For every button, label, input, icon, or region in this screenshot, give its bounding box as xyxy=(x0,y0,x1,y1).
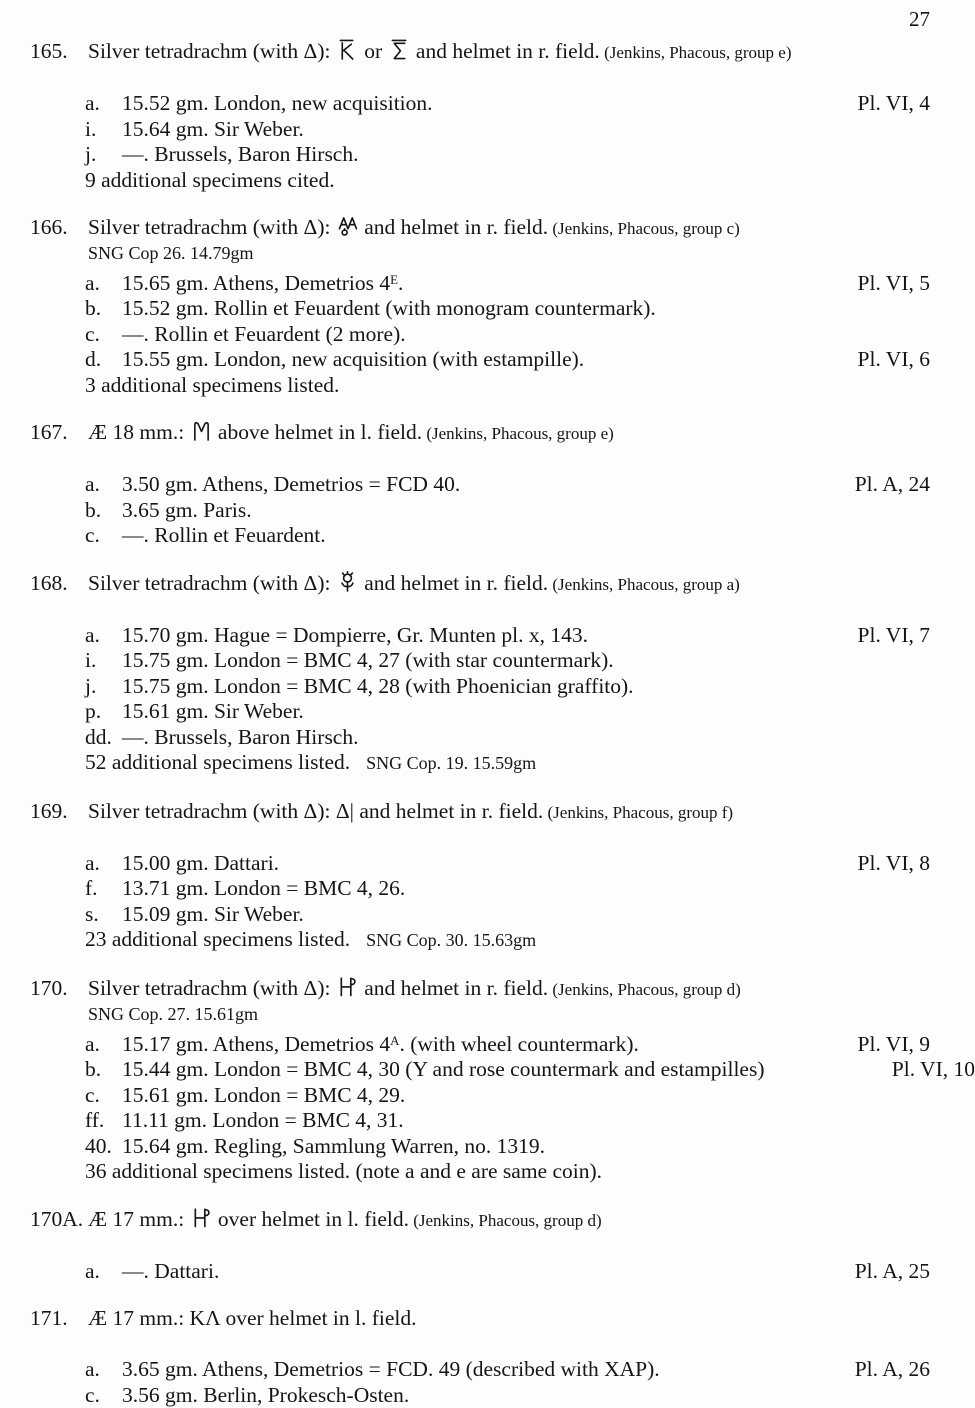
specimen-row xyxy=(85,322,930,348)
entry-title-text: Silver tetradrachm (with Δ): xyxy=(88,215,336,239)
plate-reference: Pl. VI, 5 xyxy=(857,270,930,295)
catalog-entry xyxy=(30,38,930,193)
specimen-list xyxy=(85,472,930,549)
entry-reference-note: (Jenkins, Phacous, group a) xyxy=(548,574,740,594)
plate-reference: Pl. VI, 9 xyxy=(857,1031,930,1056)
entry-title xyxy=(88,799,733,823)
specimen-row xyxy=(85,498,930,524)
specimen-text: 15.64 gm. Sir Weber. xyxy=(122,116,304,141)
catalog-entries xyxy=(30,38,975,1408)
superscript: E xyxy=(390,273,399,287)
specimen-letter: a. xyxy=(85,1258,100,1283)
specimen-row xyxy=(85,1108,930,1134)
specimen-row xyxy=(85,1134,930,1160)
plate-reference: Pl. VI, 7 xyxy=(857,622,930,647)
entry-title-text: above helmet in l. field. xyxy=(212,420,423,445)
specimen-text: 15.52 gm. London, new acquisition. xyxy=(122,91,433,115)
specimen-letter: b. xyxy=(85,1057,102,1082)
entry-title-text: or xyxy=(358,39,388,63)
specimen-list xyxy=(85,91,930,193)
specimen-list xyxy=(85,851,930,954)
monogram-k-overline-icon xyxy=(338,38,357,61)
catalog-entry xyxy=(30,214,930,398)
specimen-list xyxy=(85,1029,975,1185)
specimen-text: 15.52 gm. Rollin et Feuardent (with monogram countermark). xyxy=(122,296,656,321)
specimen-row xyxy=(85,268,930,296)
specimen-letter: a. xyxy=(85,91,100,115)
specimen-text: —. Brussels, Baron Hirsch. xyxy=(122,142,359,166)
specimen-text: 15.64 gm. Regling, Sammlung Warren, no. 1319. xyxy=(122,1133,546,1158)
specimen-row xyxy=(85,168,930,194)
specimen-letter: a. xyxy=(85,1031,100,1056)
entry-header xyxy=(30,975,930,1003)
entry-sng-note: SNG Cop 26. 14.79gm xyxy=(88,243,254,263)
specimen-letter: a. xyxy=(85,270,100,295)
specimen-letter: b. xyxy=(85,296,102,321)
entry-number: 171. xyxy=(30,1306,68,1331)
specimen-row xyxy=(85,1159,930,1185)
specimen-letter: c. xyxy=(85,321,100,346)
monogram-m-loop-icon xyxy=(192,419,211,442)
specimen-text: 15.17 gm. Athens, Demetrios $4^A$. (with wheel countermark). xyxy=(122,1031,639,1056)
specimen-letter: c. xyxy=(85,1082,100,1107)
entry-number: 170. xyxy=(30,975,68,1000)
specimen-letter: d. xyxy=(85,347,102,372)
entry-title xyxy=(88,1207,602,1231)
specimen-row xyxy=(85,851,930,877)
specimen-letter: a. xyxy=(85,472,100,497)
specimen-text: 3.50 gm. Athens, Demetrios = FCD 40. xyxy=(122,472,461,497)
specimen-text: 3 additional specimens listed. xyxy=(85,372,340,397)
specimen-text: —. Rollin et Feuardent. xyxy=(122,523,326,548)
specimen-row xyxy=(85,1029,930,1057)
plate-reference: Pl. A, 24 xyxy=(854,472,930,497)
specimen-text: 9 additional specimens cited. xyxy=(85,167,335,192)
specimen-text: 3.56 gm. Berlin, Prokesch-Osten. xyxy=(122,1382,410,1407)
specimen-letter: i. xyxy=(85,116,97,141)
entry-header xyxy=(30,570,930,598)
plate-reference: Pl. VI, 4 xyxy=(857,91,930,115)
monogram-aa-delta-icon xyxy=(338,214,357,237)
specimen-row xyxy=(85,674,930,700)
specimen-letter: a. xyxy=(85,850,100,875)
specimen-list xyxy=(85,1357,930,1408)
specimen-letter: dd. xyxy=(85,724,112,749)
entry-title-text: Æ 18 mm.: xyxy=(88,420,190,445)
entry-title xyxy=(88,976,741,1000)
specimen-row xyxy=(85,648,930,674)
entry-title xyxy=(88,420,614,444)
entry-reference-note: (Jenkins, Phacous, group d) xyxy=(548,979,741,999)
specimen-text: 3.65 gm. Athens, Demetrios = FCD. 49 (described with ΧΑΡ). xyxy=(122,1357,660,1382)
specimen-row xyxy=(85,1083,930,1109)
specimen-row xyxy=(85,927,930,954)
specimen-row xyxy=(85,142,930,168)
entry-title-text: over helmet in l. field. xyxy=(212,1206,409,1231)
plate-reference: Pl. A, 25 xyxy=(854,1258,930,1283)
entry-number: 168. xyxy=(30,570,68,595)
specimen-text: 23 additional specimens listed. xyxy=(85,927,351,952)
specimen-letter: a. xyxy=(85,1357,100,1382)
specimen-sng-note: SNG Cop. 19. 15.59gm xyxy=(366,753,537,774)
specimen-row xyxy=(85,699,930,725)
specimen-row xyxy=(85,296,930,322)
specimen-row xyxy=(85,1057,975,1083)
entry-title-text: Æ 17 mm.: xyxy=(88,1206,190,1231)
specimen-text: 15.61 gm. Sir Weber. xyxy=(122,699,304,724)
specimen-letter: j. xyxy=(85,673,97,698)
entry-title-text: Silver tetradrachm (with Δ): Δ| and helmet in r. field. xyxy=(88,798,544,823)
entry-title-text: and helmet in r. field. xyxy=(358,975,549,1000)
specimen-text: 15.44 gm. London = BMC 4, 30 (Υ and rose countermark and estampilles) xyxy=(122,1057,765,1082)
entry-header xyxy=(30,1305,930,1332)
specimen-text: 15.65 gm. Athens, Demetrios $4^E$. xyxy=(122,270,404,295)
specimen-row xyxy=(85,902,930,928)
specimen-row xyxy=(85,725,930,751)
specimen-row xyxy=(85,1357,930,1383)
specimen-row xyxy=(85,472,930,498)
entry-header xyxy=(30,214,930,242)
entry-number: 166. xyxy=(30,215,68,239)
specimen-text: 3.65 gm. Paris. xyxy=(122,497,252,522)
specimen-letter: i. xyxy=(85,648,97,673)
plate-reference: Pl. VI, 10 xyxy=(891,1057,975,1082)
specimen-row xyxy=(85,523,930,549)
specimen-letter: c. xyxy=(85,523,100,548)
entry-header xyxy=(30,38,930,66)
page-number: 27 xyxy=(909,7,930,31)
entry-reference-note: (Jenkins, Phacous, group c) xyxy=(548,219,740,238)
entry-number: 170A. xyxy=(30,1206,84,1231)
specimen-text: —. Rollin et Feuardent (2 more). xyxy=(122,321,406,346)
specimen-list xyxy=(85,268,930,398)
entry-title-text: Silver tetradrachm (with Δ): xyxy=(88,975,336,1000)
specimen-text: —. Brussels, Baron Hirsch. xyxy=(122,724,359,749)
specimen-letter: j. xyxy=(85,142,97,166)
plate-reference: Pl. A, 26 xyxy=(854,1357,930,1382)
entry-title xyxy=(88,215,740,239)
specimen-row xyxy=(85,876,930,902)
entry-title xyxy=(88,571,740,595)
catalog-entry xyxy=(30,1305,930,1408)
catalog-entry xyxy=(30,419,930,549)
monogram-sigma-overline-icon xyxy=(390,38,409,61)
specimen-text: 52 additional specimens listed. xyxy=(85,750,351,775)
specimen-text: 13.71 gm. London = BMC 4, 26. xyxy=(122,876,406,901)
entry-title-text: Silver tetradrachm (with Δ): xyxy=(88,570,336,595)
entry-number: 169. xyxy=(30,798,68,823)
entry-header xyxy=(30,1206,930,1234)
catalog-entry xyxy=(30,1206,930,1285)
specimen-text: 11.11 gm. London = BMC 4, 31. xyxy=(122,1108,404,1133)
specimen-sng-note: SNG Cop. 30. 15.63gm xyxy=(366,930,537,951)
entry-title xyxy=(88,39,792,63)
catalog-entry xyxy=(30,798,930,954)
specimen-row xyxy=(85,347,930,373)
entry-title-text: and helmet in r. field. xyxy=(358,570,549,595)
specimen-text: 36 additional specimens listed. (note a and e are same coin). xyxy=(85,1159,603,1184)
specimen-list xyxy=(85,1259,930,1285)
specimen-letter: b. xyxy=(85,497,102,522)
entry-title-text: Silver tetradrachm (with Δ): xyxy=(88,39,336,63)
superscript: A xyxy=(390,1033,400,1048)
entry-title-text: and helmet in r. field. xyxy=(358,215,549,239)
entry-reference-note: (Jenkins, Phacous, group e) xyxy=(422,424,614,444)
specimen-text: —. Dattari. xyxy=(122,1258,220,1283)
specimen-row xyxy=(85,373,930,399)
specimen-row xyxy=(85,1383,930,1408)
specimen-letter: c. xyxy=(85,1382,100,1407)
plate-reference: Pl. VI, 6 xyxy=(857,347,930,372)
monogram-hp-icon xyxy=(338,975,357,998)
specimen-letter: s. xyxy=(85,901,99,926)
entry-reference-note: (Jenkins, Phacous, group e) xyxy=(599,43,792,62)
entry-reference-note: (Jenkins, Phacous, group f) xyxy=(543,802,734,822)
specimen-text: 15.55 gm. London, new acquisition (with estampille). xyxy=(122,347,585,372)
specimen-text: 15.09 gm. Sir Weber. xyxy=(122,901,304,926)
entry-reference-note: (Jenkins, Phacous, group d) xyxy=(408,1210,602,1230)
specimen-letter: a. xyxy=(85,622,100,647)
specimen-text: 15.70 gm. Hague = Dompierre, Gr. Munten pl. x, 143. xyxy=(122,622,588,647)
specimen-row xyxy=(85,1259,930,1285)
specimen-letter: f. xyxy=(85,876,98,901)
specimen-text: 15.61 gm. London = BMC 4, 29. xyxy=(122,1082,406,1107)
specimen-row xyxy=(85,623,930,649)
entry-title xyxy=(88,1306,417,1330)
specimen-text: 15.75 gm. London = BMC 4, 27 (with star countermark). xyxy=(122,648,614,673)
plate-reference: Pl. VI, 8 xyxy=(857,850,930,875)
specimen-text: 15.75 gm. London = BMC 4, 28 (with Phoenician graffito). xyxy=(122,673,634,698)
specimen-row xyxy=(85,91,930,117)
monogram-hp-icon xyxy=(192,1206,211,1229)
specimen-row xyxy=(85,117,930,143)
specimen-text: 15.00 gm. Dattari. xyxy=(122,850,280,875)
entry-header xyxy=(30,419,930,447)
entry-title-text: Æ 17 mm.: ΚΛ over helmet in l. field. xyxy=(88,1306,417,1331)
catalog-entry xyxy=(30,570,930,777)
entry-header xyxy=(30,798,930,826)
specimen-list xyxy=(85,623,930,777)
entry-title-text: and helmet in r. field. xyxy=(410,39,600,63)
specimen-row xyxy=(85,750,930,777)
specimen-letter: p. xyxy=(85,699,102,724)
entry-sng-note: SNG Cop. 27. 15.61gm xyxy=(88,1003,259,1024)
entry-number: 165. xyxy=(30,39,68,63)
entry-number: 167. xyxy=(30,420,68,445)
monogram-rose-icon xyxy=(338,570,357,593)
catalog-entry xyxy=(30,975,975,1185)
specimen-letter: 40. xyxy=(85,1133,112,1158)
specimen-letter: ff. xyxy=(85,1108,105,1133)
